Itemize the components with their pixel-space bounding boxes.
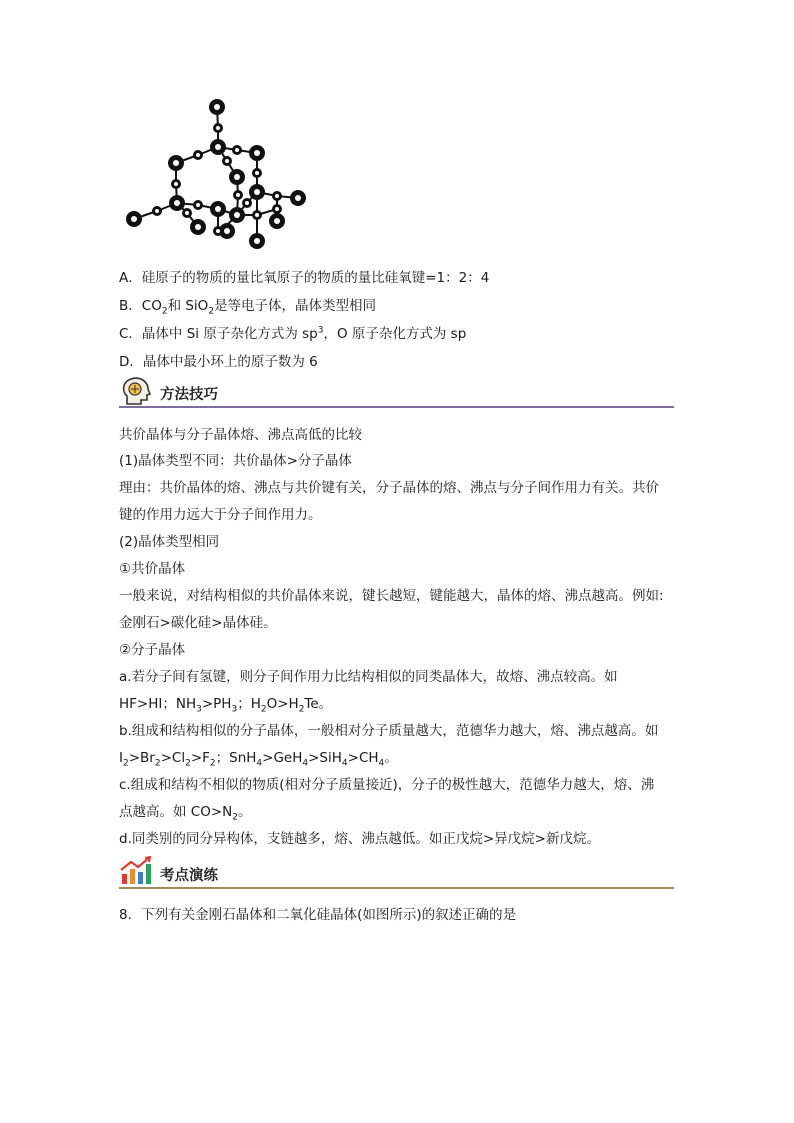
method-line: 共价晶体与分子晶体熔、沸点高低的比较 [119,427,362,443]
method-line: $I_2>Br_2>Cl_2>F_2$；$SnH_4>GeH_4>SiH_4>CH_4$。 [119,750,398,769]
method-line: d.同类别的同分异构体，支链越多，熔、沸点越低。如正戊烷>异戊烷>新戊烷。 [119,831,600,847]
method-line: ①共价晶体 [119,561,186,577]
method-title: 方法技巧 [160,387,218,403]
method-line: b.组成和结构相似的分子晶体，一般相对分子质量越大，范德华力越大，熔、沸点越高。如 [119,723,659,739]
practice-title: 考点演练 [160,868,218,884]
method-divider [119,406,674,408]
question-8: 8．下列有关金刚石晶体和二氧化硅晶体(如图所示)的叙述正确的是 [119,907,517,923]
method-line: a.若分子间有氢键，则分子间作用力比结构相似的同类晶体大，故熔、沸点较高。如 [119,669,618,685]
method-line: c.组成和结构不相似的物质(相对分子质量接近)，分子的极性越大，范德华力越大，熔、沸 [119,777,655,793]
method-line: 理由：共价晶体的熔、沸点与共价键有关，分子晶体的熔、沸点与分子间作用力有关。共价 [119,480,659,496]
method-line: 一般来说，对结构相似的共价晶体来说，键长越短，键能越大，晶体的熔、沸点越高。例如: [119,588,664,604]
option-d: D．晶体中最小环上的原子数为 6 [119,354,318,370]
method-line: 点越高。如 $CO>N_2$。 [119,804,252,823]
chart-trend-icon [119,856,153,886]
method-line: 键的作用力远大于分子间作用力。 [119,507,322,523]
method-line: (1)晶体类型不同：共价晶体>分子晶体 [119,453,352,469]
option-b: B．$CO_2$和 SiO$_2$是等电子体，晶体类型相同 [119,298,377,317]
method-line: HF>HI；$NH_3>PH_3$；$H_2O>H_2Te$。 [119,696,333,715]
method-line: ②分子晶体 [119,642,186,658]
head-brain-icon [119,374,153,408]
sio2-crystal-diagram [120,95,320,255]
practice-divider [119,887,674,889]
option-c: C．晶体中 Si 原子杂化方式为 $sp^3$，O 原子杂化方式为 sp [119,325,467,342]
method-line: 金刚石>碳化硅>晶体硅。 [119,615,277,631]
method-line: (2)晶体类型相同 [119,534,220,550]
option-a: A．硅原子的物质的量比氧原子的物质的量比硅氧键=1：2：4 [119,270,490,286]
